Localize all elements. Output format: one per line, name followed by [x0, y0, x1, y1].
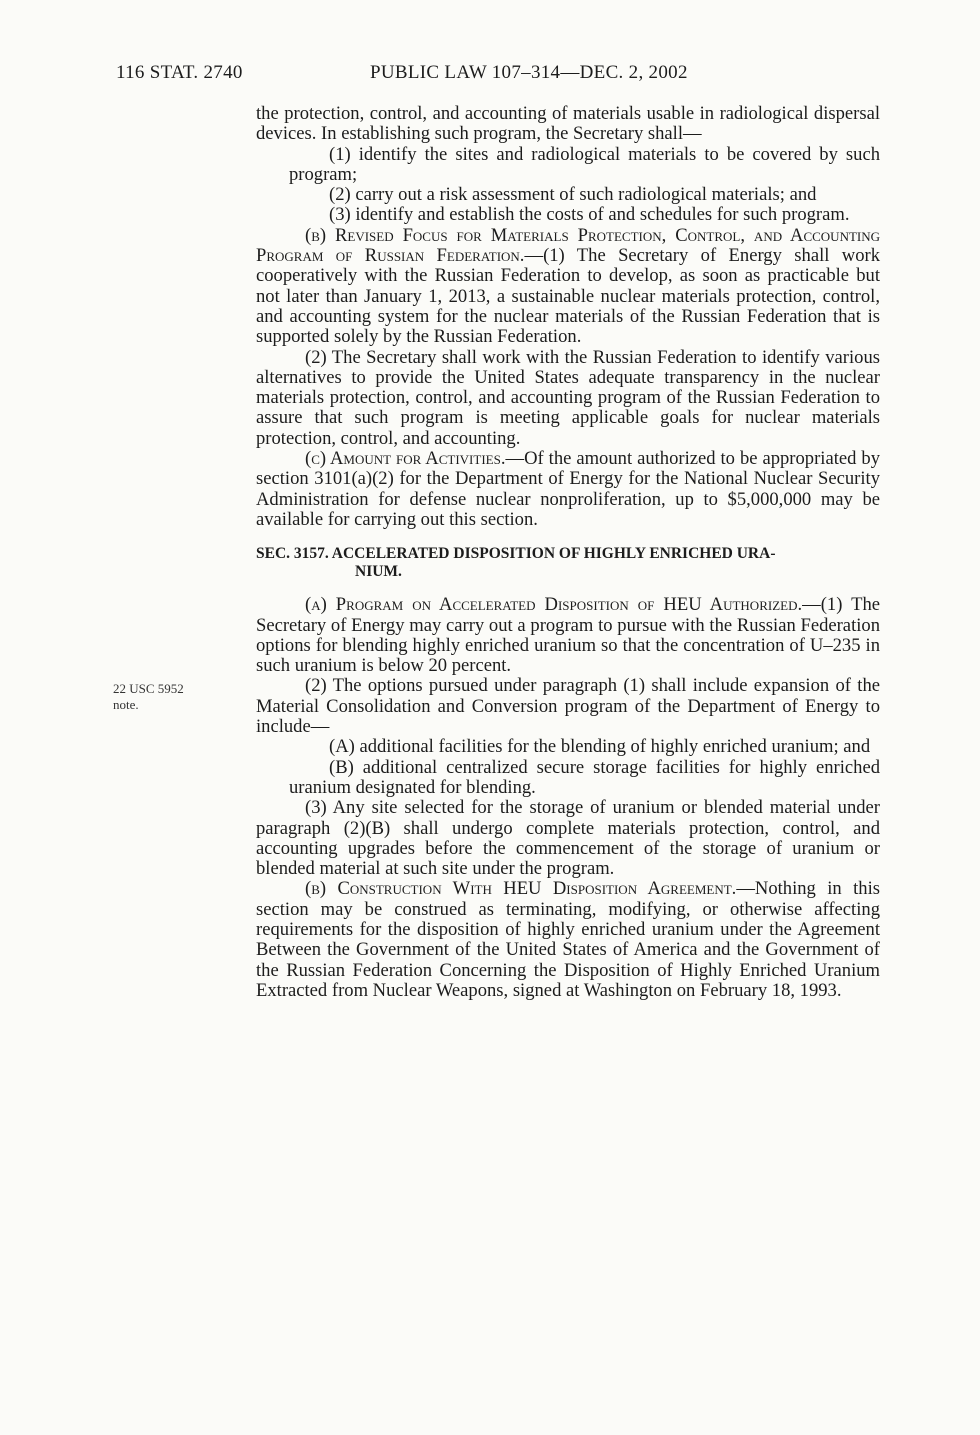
- list-item: (B) additional centralized secure storage facilities for highly enriched uranium designated for blending.: [289, 756, 880, 798]
- paragraph: (3) Any site selected for the storage of uranium or blended material under paragraph (2)(B) shall undergo complete materials protection, control, and accounting upgrades before the commencement of the storage of uranium or blended material at such site under the program.: [256, 797, 880, 880]
- section-heading: [256, 545, 880, 581]
- subsection-text: —(1) The Secretary of Energy may carry out a program to pursue with the Russian Federation options for blending highly enriched uranium so that the concentration of U–235 in such uranium is below 20 percent.: [256, 594, 880, 677]
- section-heading-line1: SEC. 3157. ACCELERATED DISPOSITION OF HIGHLY ENRICHED URA-: [256, 545, 776, 563]
- subsection-heading: (b) Revised Focus for Materials Protection, Control, and Accounting Program of Russian Federation.: [256, 224, 880, 267]
- subsection-text: —Of the amount authorized to be appropriated by section 3101(a)(2) for the Department of Energy for the National Nuclear Security Administration for defense nuclear nonproliferation, up to $5,000,000 may be available for carrying out this section.: [256, 448, 880, 530]
- subsection-b: [256, 226, 880, 348]
- subsection-text: —Nothing in this section may be construed as terminating, modifying, or otherwise affecting requirements for the disposition of highly enriched uranium under the Agreement Between the Government of the United States of America and the Government of the Russian Federation Concerning the Disposition of Highly Enriched Uranium Extracted from Nuclear Weapons, signed at Washington on February 18, 1993.: [256, 878, 880, 1001]
- subsection-a: [256, 595, 880, 676]
- paragraph: (2) The options pursued under paragraph (1) shall include expansion of the Material Consolidation and Conversion program of the Department of Energy to include—: [256, 675, 880, 738]
- subsection-heading: (b) Construction With HEU Disposition Agreement.: [305, 878, 737, 900]
- subsection-text: —(1) The Secretary of Energy shall work cooperatively with the Russian Federation to develop, as soon as practicable but not later than January 1, 2013, a sustainable nuclear materials protection, control, and accounting system for the nuclear materials of the Russian Federation that is supported solely by the Russian Federation.: [256, 245, 880, 348]
- list-item: (3) identify and establish the costs of and schedules for such program.: [329, 204, 850, 226]
- statute-page-number: 116 STAT. 2740: [116, 62, 243, 83]
- list-item: (A) additional facilities for the blending of highly enriched uranium; and: [329, 736, 871, 758]
- running-header: PUBLIC LAW 107–314—DEC. 2, 2002: [370, 62, 688, 83]
- margin-note: [113, 681, 184, 713]
- body-text: [256, 104, 880, 1001]
- list-item: (1) identify the sites and radiological materials to be covered by such program;: [289, 143, 880, 185]
- margin-citation: 22 USC 5952: [113, 681, 184, 696]
- paragraph: (2) The Secretary shall work with the Russian Federation to identify various alternatives to provide the United States adequate transparency in the nuclear materials protection, control, and accounting program of the Russian Federation to assure that such program is meeting applicable goals for nuclear materials protection, control, and accounting.: [256, 346, 880, 449]
- subsection-heading: (c) Amount for Activities.: [305, 448, 506, 470]
- section-heading-line2: NIUM.: [355, 563, 402, 581]
- paragraph: the protection, control, and accounting of materials usable in radiological dispersal devices. In establishing such program, the Secretary shall—: [256, 103, 880, 145]
- margin-note-label: note.: [113, 697, 139, 712]
- subsection-c: [256, 449, 880, 530]
- subsection-b-construction: [256, 879, 880, 1001]
- subsection-heading: (a) Program on Accelerated Disposition of HEU Authorized.: [305, 594, 803, 616]
- list-item: (2) carry out a risk assessment of such radiological materials; and: [329, 184, 817, 206]
